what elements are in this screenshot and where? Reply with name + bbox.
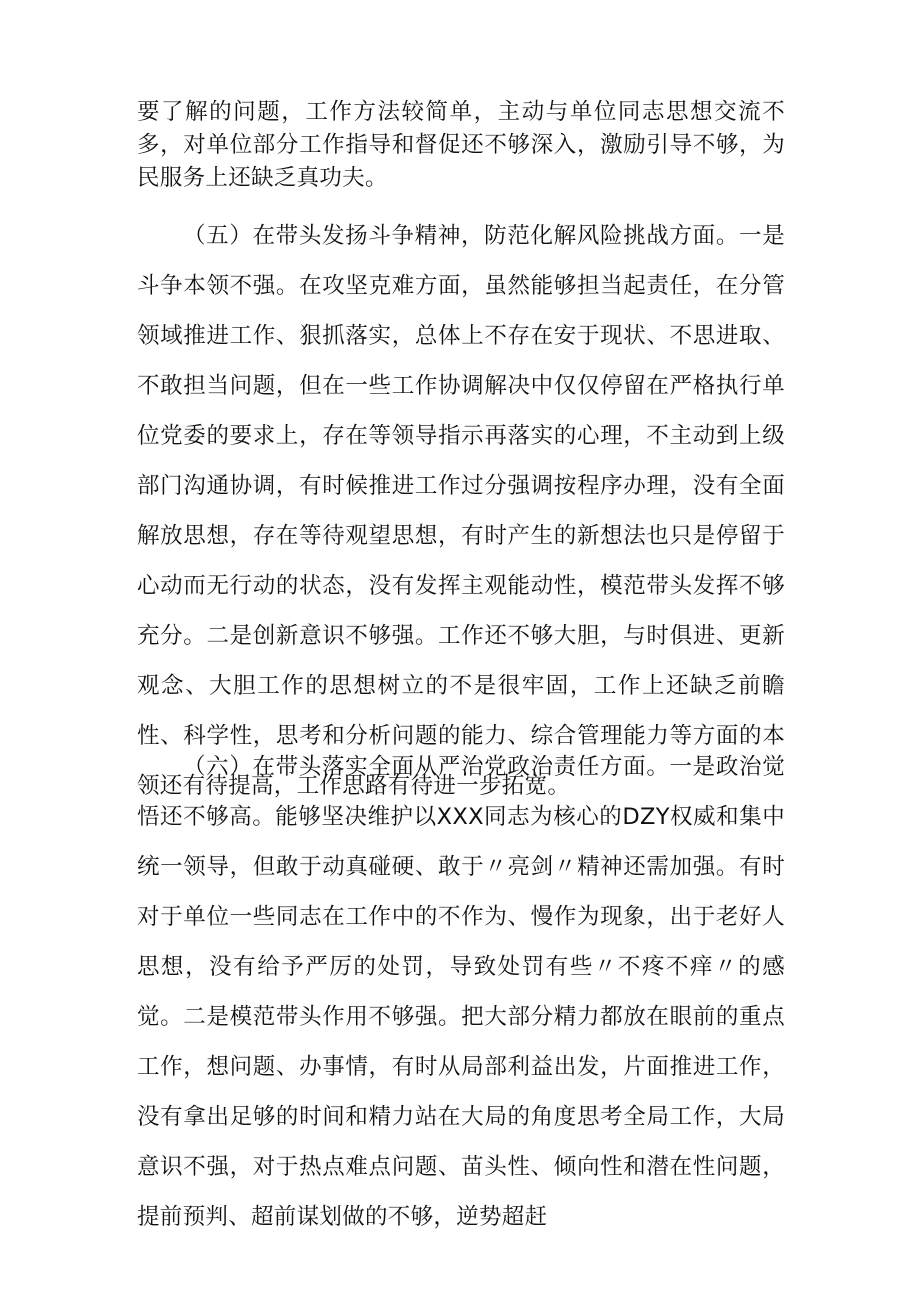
paragraph-continuation: 要了解的问题，工作方法较简单，主动与单位同志思想交流不多，对单位部分工作指导和督促还不够深入，激励引导不够，为民服务上还缺乏真功夫。 <box>137 99 785 191</box>
paragraph-section-six: （六）在带头落实全面从严治党政治责任方面。一是政治觉悟还不够高。能够坚决维护以XXX同志为核心的DZY权威和集中统一领导，但敢于动真碰硬、敢于〃亮剑〃精神还需加强。有时对于单位一些同志在工作中的不作为、慢作为现象，出于老好人思想，没有给予严厉的处罚，导致处罚有些〃不疼不痒〃的感觉。二是模范带头作用不够强。把大部分精力都放在眼前的重点工作，想问题、办事情，有时从局部利益出发，片面推进工作，没有拿出足够的时间和精力站在大局的角度思考全局工作，大局意识不强，对于热点难点问题、苗头性、倾向性和潜在性问题，提前预判、超前谋划做的不够，逆势超赶 <box>137 754 785 1230</box>
paragraph-section-five: （五）在带头发扬斗争精神，防范化解风险挑战方面。一是斗争本领不强。在攻坚克难方面，虽然能够担当起责任，在分管领域推进工作、狠抓落实，总体上不存在安于现状、不思进取、不敢担当问题，但在一些工作协调解决中仅仅停留在严格执行单位党委的要求上，存在等领导指示再落实的心理，不主动到上级部门沟通协调，有时候推进工作过分强调按程序办理，没有全面解放思想，存在等待观望思想，有时产生的新想法也只是停留于心动而无行动的状态，没有发挥主观能动性，模范带头发挥不够充分。二是创新意识不够强。工作还不够大胆，与时俱进、更新观念、大胆工作的思想树立的不是很牢固，工作上还缺乏前瞻性、科学性，思考和分析问题的能力、综合管理能力等方面的本领还有待提高，工作思路有待进一步拓宽。 <box>137 223 785 799</box>
